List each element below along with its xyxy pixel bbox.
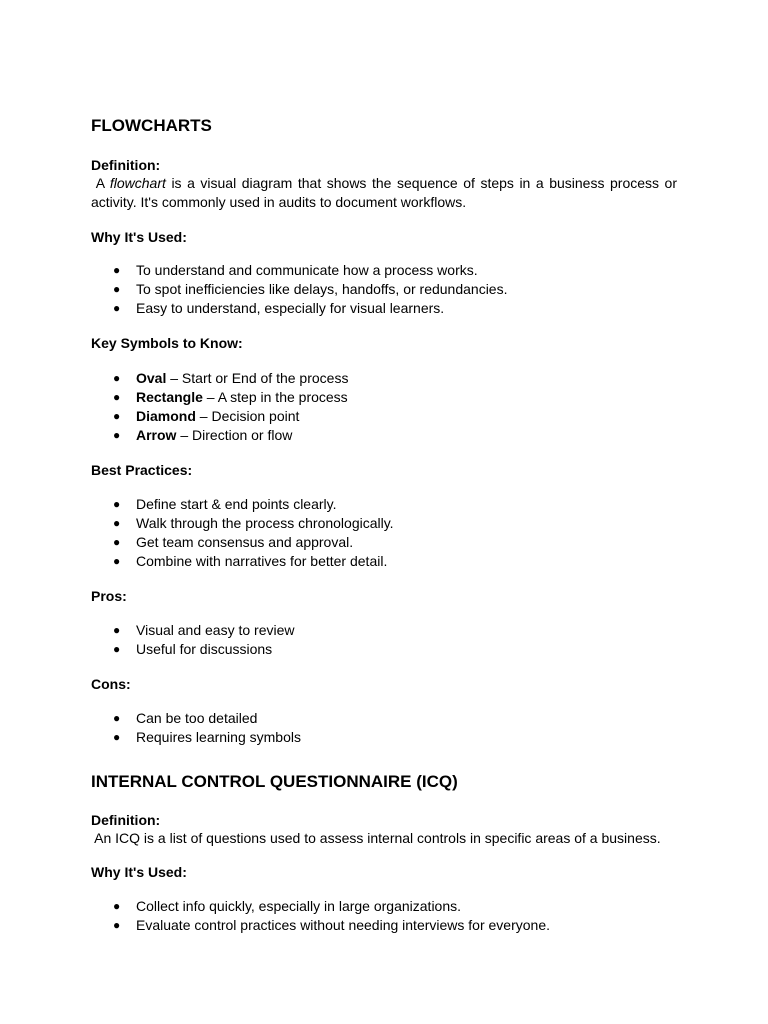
bullet-icon: ● [113,428,121,442]
definition-term: flowchart [109,175,166,191]
list-item: ● Collect info quickly, especially in large organizations. [113,898,462,914]
symbol-desc: – Decision point [195,408,300,424]
flowcharts-symbols-list [91,369,677,445]
list-item: ● Useful for discussions [113,641,273,657]
flowcharts-definition-label: Definition: [91,157,161,173]
bullet-icon: ● [113,899,121,913]
definition-pre: A [91,175,110,191]
icq-why-label: Why It's Used: [91,864,187,880]
symbol-term: Diamond [136,408,196,424]
list-item [91,407,677,426]
list-item: ● Can be too detailed [113,710,258,726]
icq-heading: INTERNAL CONTROL QUESTIONNAIRE (ICQ) [91,772,458,791]
bullet-icon: ● [113,918,121,932]
flowcharts-cons-list [91,709,677,747]
list-item [91,426,677,445]
symbol-term: Rectangle [136,389,203,405]
list-item: ● Get team consensus and approval. [113,534,354,550]
list-item: ● Define start & end points clearly. [113,496,337,512]
list-item: ● Easy to understand, especially for visual learners. [113,300,445,316]
bullet-icon: ● [113,497,121,511]
bullet-icon: ● [113,623,121,637]
icq-why-list [91,897,677,935]
list-item: ● To spot inefficiencies like delays, handoffs, or redundancies. [113,281,508,297]
symbol-desc: – Direction or flow [176,427,293,443]
flowcharts-why-label: Why It's Used: [91,229,187,245]
list-item: ● Evaluate control practices without needing interviews for everyone. [113,917,550,933]
symbol-term: Arrow [136,427,177,443]
flowcharts-practices-label: Best Practices: [91,462,193,478]
definition-post: is a visual diagram that shows the sequence of steps in a business process or activity. It's commonly used in audits to document workflows. [91,175,677,210]
flowcharts-pros-list [91,621,677,659]
bullet-icon: ● [113,282,121,296]
icq-definition-label: Definition: [91,812,161,828]
bullet-icon: ● [113,516,121,530]
bullet-icon: ● [113,554,121,568]
flowcharts-why-list [91,261,677,318]
bullet-icon: ● [113,642,121,656]
bullet-icon: ● [113,711,121,725]
bullet-icon: ● [113,409,121,423]
flowcharts-definition-text [91,174,677,212]
list-item: ● Walk through the process chronologically. [113,515,394,531]
symbol-desc: – A step in the process [202,389,348,405]
flowcharts-cons-label: Cons: [91,676,131,692]
icq-definition-text: An ICQ is a list of questions used to assess internal controls in specific areas of a business. [91,830,661,846]
flowcharts-practices-list [91,495,677,571]
flowcharts-heading: FLOWCHARTS [91,116,212,135]
document-page [91,116,677,935]
bullet-icon: ● [113,730,121,744]
bullet-icon: ● [113,371,121,385]
symbol-desc: – Start or End of the process [166,370,349,386]
flowcharts-symbols-label: Key Symbols to Know: [91,335,243,351]
bullet-icon: ● [113,390,121,404]
bullet-icon: ● [113,301,121,315]
symbol-term: Oval [136,370,167,386]
bullet-icon: ● [113,263,121,277]
bullet-icon: ● [113,535,121,549]
list-item: ● To understand and communicate how a process works. [113,262,478,278]
list-item: ● Combine with narratives for better detail. [113,553,388,569]
list-item: ● Visual and easy to review [113,622,295,638]
list-item [91,388,677,407]
list-item [91,369,677,388]
flowcharts-pros-label: Pros: [91,588,127,604]
list-item: ● Requires learning symbols [113,729,301,745]
